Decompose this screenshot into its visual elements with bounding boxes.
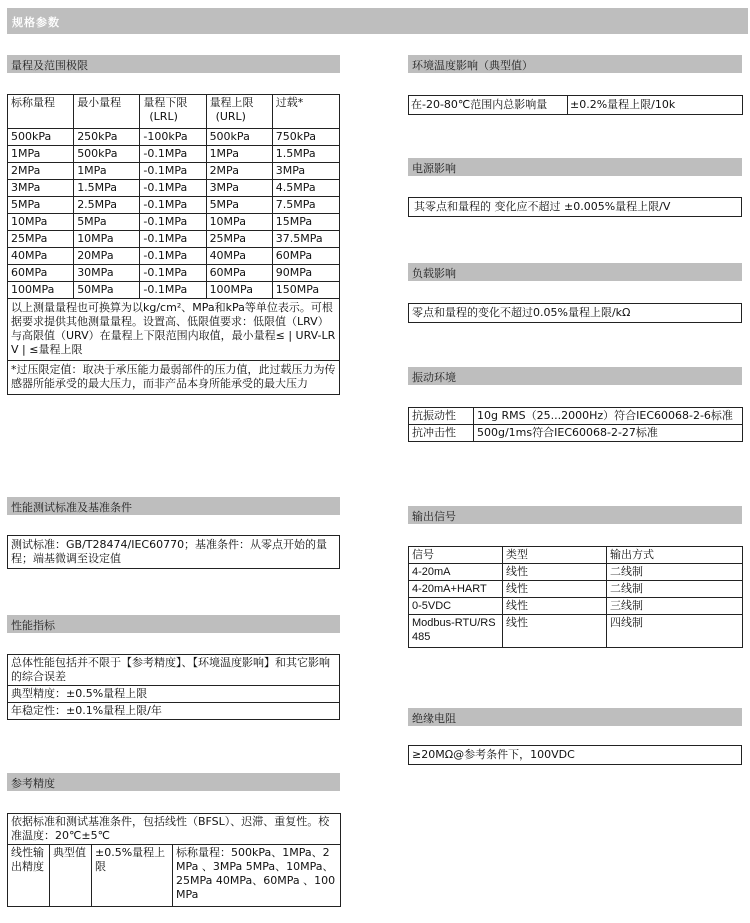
table-cell: 2MPa [8,163,74,180]
page-title-bar [7,8,748,34]
range-limits-table [7,94,340,395]
header-cell: 信号 [409,547,503,564]
table-row [8,214,340,231]
section-title: 绝缘电阻 [412,712,456,725]
table-cell: 60MPa [206,265,272,282]
header-cell: 最小量程 [74,95,140,129]
section-title: 输出信号 [412,510,456,523]
table-cell: 150MPa [272,282,339,299]
table-cell: 线性 [503,598,607,615]
shock-value: 500g/1ms符合IEC60068-2-27标准 [474,425,743,442]
table-cell: 1.5MPa [272,146,339,163]
table-row [8,282,340,299]
table-cell: 线性 [503,564,607,581]
table-cell: 500kPa [74,146,140,163]
section-header-power [408,158,742,176]
table-cell: 4.5MPa [272,180,339,197]
vibration-label: 抗振动性 [409,408,474,425]
load-influence-box: 零点和量程的变化不超过0.05%量程上限/kΩ [408,303,742,323]
table-cell: 线性 [503,581,607,598]
table-row [8,146,340,163]
table-cell: 四线制 [607,615,743,648]
table-row [8,197,340,214]
table-row [8,180,340,197]
overload-note: *过压限定值：取决于承压能力最弱部件的压力值，此过载压力为传感器所能承受的最大压力，而非产品本身所能承受的最大压力 [8,361,340,395]
accuracy-ranges: 标称量程：500kPa、1MPa、2MPa 、3MPa 5MPa、10MPa、25MPa 40MPa、60MPa 、100MPa [173,845,341,907]
section-header-output [408,506,742,524]
ambient-temp-table [408,95,743,115]
vibration-table [408,407,743,442]
section-header-reference-accuracy [7,773,340,791]
table-cell: 三线制 [607,598,743,615]
table-row [8,163,340,180]
table-cell: 40MPa [206,248,272,265]
table-row [409,581,743,598]
section-title: 振动环境 [412,371,456,384]
table-cell: 线性 [503,615,607,648]
ambient-temp-value: ±0.2%量程上限/10k [568,96,743,115]
section-header-performance [7,615,340,633]
performance-row: 年稳定性：±0.1%量程上限/年 [8,703,340,720]
power-influence-box: 其零点和量程的 变化应不超过 ±0.005%量程上限/V [408,197,742,217]
section-header-range-limits [7,55,340,73]
table-cell: 2.5MPa [74,197,140,214]
header-cell: 过载* [272,95,339,129]
note-row [8,299,340,361]
table-cell: 3MPa [272,163,339,180]
table-row [8,265,340,282]
table-cell: 25MPa [206,231,272,248]
table-cell: 15MPa [272,214,339,231]
section-header-insulation [408,708,742,726]
section-title: 环境温度影响（典型值） [412,59,533,72]
table-cell: 500kPa [8,129,74,146]
table-cell: 1MPa [74,163,140,180]
section-title: 量程及范围极限 [11,59,88,72]
table-cell: 60MPa [272,248,339,265]
range-note: 以上测量量程也可换算为以kg/cm²、MPa和kPa等单位表示。可根据要求提供其他测量量程。设置高、低限值要求：低限值（LRV）与高限值（URV）在量程上下限范围内取值，最小量程≤ | URV-LRV | ≤量程上限 [8,299,340,361]
header-cell: 标称量程 [8,95,74,129]
table-cell: 50MPa [74,282,140,299]
table-cell: Modbus-RTU/RS485 [409,615,503,648]
insulation-box: ≥20MΩ@参考条件下，100VDC [408,745,742,765]
table-cell: 二线制 [607,564,743,581]
table-cell: 20MPa [74,248,140,265]
table-cell: 2MPa [206,163,272,180]
performance-row: 总体性能包括并不限于【参考精度】、【环境温度影响】和其它影响的综合误差 [8,655,340,686]
table-cell: -100kPa [140,129,206,146]
table-cell: -0.1MPa [140,146,206,163]
table-cell: 二线制 [607,581,743,598]
table-cell: 10MPa [8,214,74,231]
accuracy-value: ±0.5%量程上限 [92,845,173,907]
table-cell: 3MPa [8,180,74,197]
table-cell: 4-20mA [409,564,503,581]
table-row [8,129,340,146]
accuracy-type: 线性输出精度 [8,845,50,907]
header-cell: 量程下限 (LRL) [140,95,206,129]
reference-accuracy-table [7,813,341,907]
table-cell: 5MPa [8,197,74,214]
table-row [8,248,340,265]
table-cell: 10MPa [206,214,272,231]
performance-table [7,654,340,720]
table-cell: 10MPa [74,231,140,248]
table-cell: -0.1MPa [140,197,206,214]
vibration-value: 10g RMS（25...2000Hz）符合IEC60068-2-6标准 [474,408,743,425]
ambient-temp-label: 在-20-80℃范围内总影响量 [409,96,568,115]
shock-label: 抗冲击性 [409,425,474,442]
table-cell: -0.1MPa [140,248,206,265]
table-row [409,615,743,648]
table-cell: -0.1MPa [140,214,206,231]
table-cell: 1MPa [8,146,74,163]
section-header-test-standard [7,497,340,515]
table-cell: 7.5MPa [272,197,339,214]
test-standard-box: 测试标准：GB/T28474/IEC60770；基准条件：从零点开始的量程；端基微调至设定值 [7,535,340,569]
header-cell: 输出方式 [607,547,743,564]
table-cell: 30MPa [74,265,140,282]
table-cell: 100MPa [206,282,272,299]
table-cell: 3MPa [206,180,272,197]
table-cell: 60MPa [8,265,74,282]
table-cell: -0.1MPa [140,265,206,282]
note-row [8,361,340,395]
header-cell: 类型 [503,547,607,564]
section-title: 性能测试标准及基准条件 [11,501,132,514]
table-cell: -0.1MPa [140,282,206,299]
table-cell: 0-5VDC [409,598,503,615]
table-cell: 1MPa [206,146,272,163]
page-title: 规格参数 [12,16,60,29]
output-signal-table [408,546,743,648]
table-cell: 4-20mA+HART [409,581,503,598]
table-cell: 37.5MPa [272,231,339,248]
section-header-load [408,263,742,281]
table-cell: 5MPa [74,214,140,231]
section-header-ambient-temp [408,55,742,73]
table-cell: 90MPa [272,265,339,282]
table-cell: 500kPa [206,129,272,146]
section-title: 性能指标 [11,619,55,632]
table-header-row [8,95,340,129]
table-cell: 750kPa [272,129,339,146]
table-row [409,598,743,615]
table-cell: -0.1MPa [140,163,206,180]
table-cell: 100MPa [8,282,74,299]
header-cell: 量程上限 (URL) [206,95,272,129]
accuracy-typical: 典型值 [50,845,92,907]
table-row [409,564,743,581]
table-cell: -0.1MPa [140,180,206,197]
section-header-vibration [408,367,742,385]
reference-accuracy-intro: 依据标准和测试基准条件，包括线性（BFSL）、迟滞、重复性。校准温度：20℃±5℃ [8,814,341,845]
table-cell: 25MPa [8,231,74,248]
table-header-row [409,547,743,564]
section-title: 负载影响 [412,267,456,280]
table-cell: -0.1MPa [140,231,206,248]
table-cell: 5MPa [206,197,272,214]
section-title: 参考精度 [11,777,55,790]
table-row [8,231,340,248]
section-title: 电源影响 [412,162,456,175]
table-cell: 250kPa [74,129,140,146]
table-cell: 40MPa [8,248,74,265]
table-cell: 1.5MPa [74,180,140,197]
performance-row: 典型精度：±0.5%量程上限 [8,686,340,703]
